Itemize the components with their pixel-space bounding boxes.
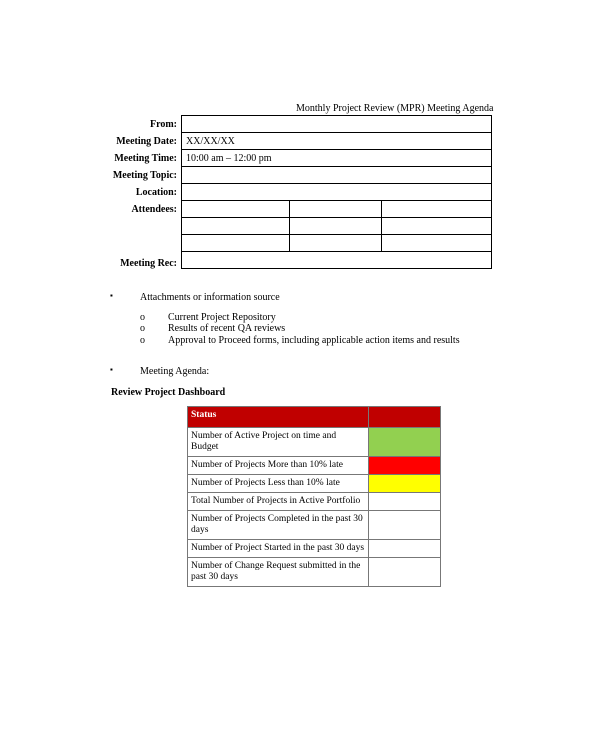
dashboard-row-label: Number of Projects Less than 10% late: [188, 475, 369, 493]
attendee-cell[interactable]: [182, 201, 290, 218]
meeting-time-label: Meeting Time:: [114, 152, 177, 164]
dashboard-title: Review Project Dashboard: [111, 387, 226, 398]
meeting-topic-field[interactable]: [182, 167, 492, 184]
attendee-cell[interactable]: [382, 218, 492, 235]
table-row: [188, 457, 441, 475]
meeting-time-field[interactable]: 10:00 am – 12:00 pm: [182, 150, 492, 167]
document-page: Monthly Project Review (MPR) Meeting Agenda From: Meeting Date: XX/XX/XX Meeting Time: 10:00 am – 12:00 pm Meeting Topic: Location: Attendees: Meeting Rec: ▪ Attachments or information source o Current Project Repository o Results of recent QA reviews o Approval to Proceed forms, including applicable action items and results ▪ Meeting Agenda: Review Project Dashboard Status Number of Active Project on time and Budget Number of Projects More than 10% late Number of Projects Less than 10% late Total Number of Projects in Active Portfolio Number of Projects Completed in the past 30 days Number of Project Started in the past 30 days Number of Change Request submitted in the past 30 days: [0, 0, 600, 730]
attendee-cell[interactable]: [382, 201, 492, 218]
dashboard-status-cell[interactable]: [369, 475, 441, 493]
sub-bullet-icon: o: [140, 312, 145, 323]
attendee-cell[interactable]: [290, 201, 382, 218]
sub-bullet-icon: o: [140, 335, 145, 346]
from-field[interactable]: [182, 116, 492, 133]
dashboard-row-label: Number of Active Project on time and Budget: [188, 428, 369, 457]
dashboard-status-cell[interactable]: [369, 457, 441, 475]
table-row: [188, 428, 441, 457]
attendee-cell[interactable]: [290, 218, 382, 235]
table-row: [188, 558, 441, 587]
dashboard-status-cell[interactable]: [369, 511, 441, 540]
sub-bullet-icon: o: [140, 323, 145, 334]
meeting-rec-label: Meeting Rec:: [120, 257, 177, 269]
dashboard-status-cell[interactable]: [369, 558, 441, 587]
dashboard-row-label: Number of Change Request submitted in the past 30 days: [188, 558, 369, 587]
agenda-title: Monthly Project Review (MPR) Meeting Agenda: [296, 103, 494, 114]
table-row: [188, 475, 441, 493]
table-row: [188, 511, 441, 540]
dashboard-row-label: Number of Projects Completed in the past 30 days: [188, 511, 369, 540]
meeting-rec-field[interactable]: [182, 252, 492, 269]
bullet-icon: ▪: [110, 365, 113, 374]
table-row: [188, 540, 441, 558]
meeting-topic-label: Meeting Topic:: [112, 169, 177, 181]
meeting-date-field[interactable]: XX/XX/XX: [182, 133, 492, 150]
attendee-cell[interactable]: [182, 235, 290, 252]
attendees-label: Attendees:: [131, 203, 177, 215]
attendee-cell[interactable]: [290, 235, 382, 252]
attachments-heading: Attachments or information source: [140, 292, 280, 303]
project-dashboard-table: [187, 406, 441, 587]
dashboard-row-label: Number of Projects More than 10% late: [188, 457, 369, 475]
table-header-row: [188, 407, 441, 428]
attendee-cell[interactable]: [182, 218, 290, 235]
attendee-cell[interactable]: [382, 235, 492, 252]
meeting-agenda-heading: Meeting Agenda:: [140, 366, 210, 377]
dashboard-status-cell[interactable]: [369, 428, 441, 457]
dashboard-row-label: Total Number of Projects in Active Portfolio: [188, 493, 369, 511]
meeting-info-form: [100, 115, 492, 269]
dashboard-status-cell[interactable]: [369, 493, 441, 511]
location-label: Location:: [135, 186, 177, 198]
table-row: [188, 493, 441, 511]
dashboard-row-label: Number of Project Started in the past 30 days: [188, 540, 369, 558]
status-header: Status: [188, 407, 369, 428]
status-color-header: [369, 407, 441, 428]
dashboard-status-cell[interactable]: [369, 540, 441, 558]
bullet-icon: ▪: [110, 291, 113, 300]
from-label: From:: [149, 118, 177, 130]
meeting-date-label: Meeting Date:: [116, 135, 177, 147]
location-field[interactable]: [182, 184, 492, 201]
